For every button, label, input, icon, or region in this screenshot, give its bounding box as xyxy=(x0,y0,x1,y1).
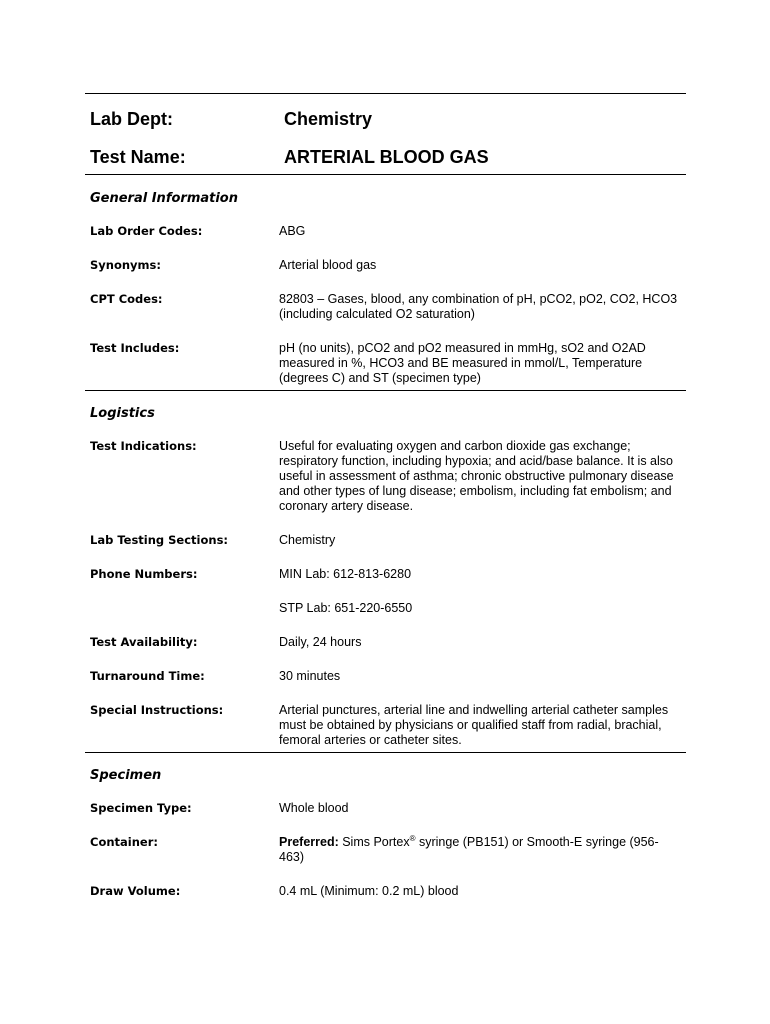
test-indications-line: useful in assessment of asthma; chronic obstructive pulmonary disease xyxy=(279,469,674,483)
container-text: Sims Portex xyxy=(338,835,410,849)
draw-volume-label: Draw Volume: xyxy=(90,884,181,898)
test-includes-line: pH (no units), pCO2 and pO2 measured in mmHg, sO2 and O2AD xyxy=(279,341,646,355)
synonyms-row xyxy=(85,258,686,273)
test-name-label: Test Name: xyxy=(90,147,186,167)
test-indications-line: coronary artery disease. xyxy=(279,499,414,513)
lab-testing-sections-row xyxy=(85,533,686,548)
container-line: 463) xyxy=(279,850,305,864)
container-row xyxy=(85,835,686,865)
top-rule xyxy=(85,93,686,94)
special-instructions-line: Arterial punctures, arterial line and indwelling arterial catheter samples xyxy=(279,703,669,717)
specimen-section-title: Specimen xyxy=(90,768,162,783)
special-instructions-label: Special Instructions: xyxy=(90,703,224,717)
lab-testing-sections-label: Lab Testing Sections: xyxy=(90,533,229,547)
general-section-title: General Information xyxy=(90,191,238,206)
test-indications-line: and other types of lung disease; embolism, including fat embolism; and xyxy=(279,484,672,498)
test-indications-line: Useful for evaluating oxygen and carbon dioxide gas exchange; xyxy=(279,439,631,453)
test-indications-label: Test Indications: xyxy=(90,439,197,453)
header-rule xyxy=(85,174,686,175)
test-indications-value xyxy=(279,439,686,514)
specimen-type-label: Specimen Type: xyxy=(90,801,192,815)
registered-mark: ® xyxy=(409,833,416,843)
turnaround-time-row xyxy=(85,669,686,684)
test-name-row xyxy=(85,147,686,168)
phone-numbers-row xyxy=(85,567,686,616)
stp-lab-phone: STP Lab: 651-220-6550 xyxy=(279,601,413,615)
container-line xyxy=(279,835,686,850)
lab-order-codes-value: ABG xyxy=(279,224,306,238)
draw-volume-value: 0.4 mL (Minimum: 0.2 mL) blood xyxy=(279,884,459,898)
synonyms-value: Arterial blood gas xyxy=(279,258,377,272)
container-label: Container: xyxy=(90,835,158,849)
logistics-rule xyxy=(85,752,686,753)
turnaround-time-value: 30 minutes xyxy=(279,669,341,683)
test-includes-row xyxy=(85,341,686,386)
cpt-codes-line: (including calculated O2 saturation) xyxy=(279,307,475,321)
phone-numbers-value xyxy=(279,567,686,616)
container-text: syringe (PB151) or Smooth-E syringe (956- xyxy=(415,835,659,849)
synonyms-label: Synonyms: xyxy=(90,258,161,272)
lab-dept-value: Chemistry xyxy=(284,109,373,129)
test-includes-line: measured in %, HCO3 and BE measured in mmol/L, Temperature xyxy=(279,356,643,370)
specimen-type-row xyxy=(85,801,686,816)
lab-dept-row xyxy=(85,109,686,130)
lab-order-codes-label: Lab Order Codes: xyxy=(90,224,203,238)
test-indications-line: respiratory function, including hypoxia; and acid/base balance. It is also xyxy=(279,454,673,468)
special-instructions-line: must be obtained by physicians or qualified staff from radial, brachial, xyxy=(279,718,662,732)
preferred-label: Preferred: xyxy=(279,835,339,849)
test-availability-label: Test Availability: xyxy=(90,635,198,649)
turnaround-time-label: Turnaround Time: xyxy=(90,669,205,683)
draw-volume-row xyxy=(85,884,686,899)
special-instructions-value xyxy=(279,703,686,748)
special-instructions-line: femoral arteries or catheter sites. xyxy=(279,733,462,747)
logistics-section-title: Logistics xyxy=(90,406,155,421)
lab-dept-label: Lab Dept: xyxy=(90,109,173,129)
general-rule xyxy=(85,390,686,391)
lab-order-codes-row xyxy=(85,224,686,239)
phone-numbers-label: Phone Numbers: xyxy=(90,567,198,581)
test-name-value: ARTERIAL BLOOD GAS xyxy=(284,147,489,167)
test-includes-label: Test Includes: xyxy=(90,341,180,355)
container-value xyxy=(279,835,686,865)
test-indications-row xyxy=(85,439,686,514)
test-availability-value: Daily, 24 hours xyxy=(279,635,362,649)
special-instructions-row xyxy=(85,703,686,748)
cpt-codes-label: CPT Codes: xyxy=(90,292,163,306)
test-includes-line: (degrees C) and ST (specimen type) xyxy=(279,371,481,385)
test-availability-row xyxy=(85,635,686,650)
lab-testing-sections-value: Chemistry xyxy=(279,533,336,547)
lab-test-document xyxy=(85,93,686,899)
cpt-codes-row xyxy=(85,292,686,322)
cpt-codes-line: 82803 – Gases, blood, any combination of pH, pCO2, pO2, CO2, HCO3 xyxy=(279,292,678,306)
cpt-codes-value xyxy=(279,292,686,322)
min-lab-phone: MIN Lab: 612-813-6280 xyxy=(279,567,412,581)
test-includes-value xyxy=(279,341,686,386)
specimen-type-value: Whole blood xyxy=(279,801,349,815)
